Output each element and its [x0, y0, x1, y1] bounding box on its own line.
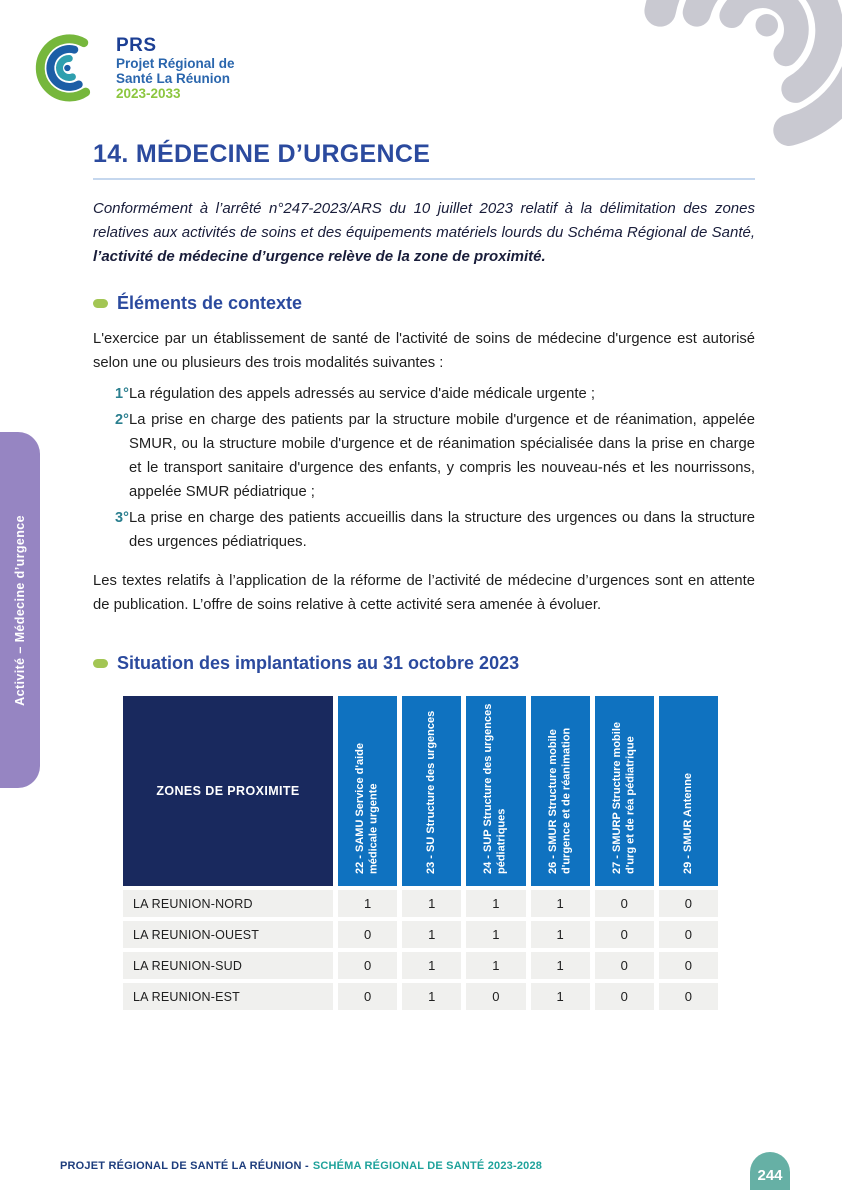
footer-title-navy: PROJET RÉGIONAL DE SANTÉ LA RÉUNION - [60, 1160, 309, 1172]
table-cell: 0 [659, 952, 718, 979]
table-cell: 1 [402, 952, 461, 979]
context-heading: Éléments de contexte [117, 293, 303, 313]
column-header-label: 22 - SAMU Service d'aide médicale urgente [354, 742, 380, 874]
item-text: La régulation des appels adressés au service d'aide médicale urgente ; [129, 386, 595, 402]
item-text: La prise en charge des patients accueillis dans la structure des urgences ou dans la structure des urgences pédiatriques. [129, 510, 755, 550]
page-content [93, 140, 755, 1010]
table-cell: 1 [466, 921, 525, 948]
list-item [93, 408, 755, 504]
logo-years: 2023-2033 [116, 86, 181, 102]
chapter-side-tab-label: Activité – Médecine d’urgence [13, 514, 27, 706]
table-cell: 1 [531, 952, 590, 979]
item-number: 3° [115, 510, 129, 526]
table-cell: 1 [531, 983, 590, 1010]
context-lead: L'exercice par un établissement de santé de l'activité de soins de médecine d'urgence est autorisé selon une ou plusieurs des trois modalités suivantes : [93, 331, 755, 371]
context-outro: Les textes relatifs à l’application de la réforme de l’activité de médecine d’urgences sont en attente de publication. L’offre de soins relative à cette activité sera amenée à évoluer. [93, 573, 755, 613]
column-header-label: 29 - SMUR Antenne [681, 772, 694, 874]
logo-line2: Santé La Réunion [116, 71, 231, 87]
table-cell: 1 [402, 921, 461, 948]
prs-logo-icon [30, 30, 106, 106]
implantations-table [123, 696, 718, 1010]
logo-line1: Projet Régional de [116, 55, 235, 71]
intro-regular: Conformément à l’arrêté n°247-2023/ARS du 10 juillet 2023 relatif à la délimitation des zones relatives aux activités de soins et des équipements matériels lourds du Schéma Régional de Santé, [93, 200, 755, 241]
item-number: 1° [115, 386, 129, 402]
table-cell: 1 [338, 890, 397, 917]
green-bullet-icon [93, 659, 108, 668]
column-header [402, 696, 461, 886]
table-cell: 0 [659, 890, 718, 917]
row-label: LA REUNION-OUEST [123, 921, 333, 948]
title-rule [93, 178, 755, 180]
table-cell: 0 [595, 890, 654, 917]
column-header-label: 27 - SMURP Structure mobile d'urg et de réa pédiatrique [610, 722, 637, 874]
section-heading-implantations [93, 653, 755, 674]
table-cell: 1 [402, 983, 461, 1010]
list-item [93, 382, 755, 406]
intro-paragraph [93, 197, 755, 269]
table-corner-header: ZONES DE PROXIMITE [123, 696, 333, 886]
intro-bold: l’activité de médecine d’urgence relève de la zone de proximité. [93, 248, 546, 265]
table-cell: 0 [595, 921, 654, 948]
page-title: 14. MÉDECINE D’URGENCE [93, 140, 431, 168]
table-cell: 1 [466, 890, 525, 917]
table-cell: 0 [338, 952, 397, 979]
column-header [338, 696, 397, 886]
column-header-label: 26 - SMUR Structure mobile d'urgence et de réanimation [546, 727, 573, 874]
section-heading-context [93, 293, 755, 314]
footer-title-teal: SCHÉMA RÉGIONAL DE SANTÉ 2023-2028 [312, 1160, 543, 1172]
row-label: LA REUNION-NORD [123, 890, 333, 917]
logo-abbr: PRS [116, 34, 157, 56]
table-cell: 0 [338, 983, 397, 1010]
table-cell: 0 [595, 983, 654, 1010]
table-cell: 0 [338, 921, 397, 948]
table-cell: 0 [595, 952, 654, 979]
green-bullet-icon [93, 299, 108, 308]
item-text: La prise en charge des patients par la structure mobile d'urgence et de réanimation, appelée SMUR, ou la structure mobile d'urgence et de réanimation spécialisée dans la prise en charge et le transport sanitaire d'urgence des enfants, y compris les nouveau-nés et les nourrissons, appelée SMUR pédiatrique ; [129, 412, 755, 500]
page-number-badge: 244 [750, 1152, 790, 1190]
table-cell: 0 [659, 983, 718, 1010]
table-cell: 1 [531, 921, 590, 948]
column-header-label: 23 - SU Structure des urgences [424, 710, 437, 874]
column-header-label: 24 - SUP Structure des urgences pédiatriques [482, 703, 508, 874]
list-item [93, 506, 755, 554]
modalities-list [93, 382, 755, 554]
table-cell: 1 [402, 890, 461, 917]
row-label: LA REUNION-SUD [123, 952, 333, 979]
chapter-side-tab [0, 432, 40, 788]
column-header [659, 696, 718, 886]
table-cell: 0 [659, 921, 718, 948]
table-cell: 1 [466, 952, 525, 979]
prs-logo [30, 30, 235, 106]
table-cell: 0 [466, 983, 525, 1010]
table-cell: 1 [531, 890, 590, 917]
item-number: 2° [115, 412, 129, 428]
column-header [466, 696, 525, 886]
row-label: LA REUNION-EST [123, 983, 333, 1010]
column-header [531, 696, 590, 886]
page-footer [60, 1160, 542, 1172]
implantations-heading: Situation des implantations au 31 octobre 2023 [117, 653, 520, 673]
column-header [595, 696, 654, 886]
